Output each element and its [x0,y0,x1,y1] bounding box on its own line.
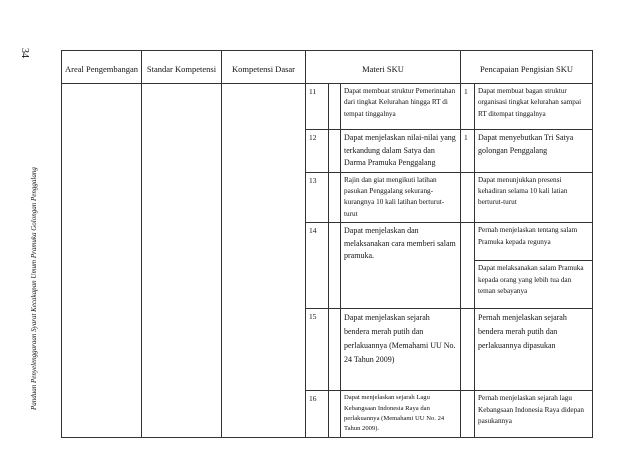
materi-cell: Dapat menjelaskan nilai-nilai yang terkandung dalam Satya dan Darma Pramuka Penggalang [341,130,461,173]
materi-cell: Dapat menjelaskan dan melaksanakan cara memberi salam pramuka. [341,223,461,309]
materi-cell: Dapat menjelaskan sejarah Lagu Kebangsaan Indonesia Raya dan perlakuannya (Memahami UU No. 24 Tahun 2009). [341,391,461,438]
header-areal: Areal Pengembangan [62,51,142,84]
spacer-cell [329,130,341,173]
spacer-cell [329,391,341,438]
materi-cell: Dapat menjelaskan sejarah bendera merah putih dan perlakuannya (Memahami UU No. 24 Tahun 2009) [341,309,461,391]
pencapaian-cell: Dapat membuat bagan struktur organisasi tingkat kelurahan sampai RT ditempat tinggalnya [475,84,593,130]
materi-cell: Dapat membuat struktur Pemerintahan dari tingkat Kelurahan hingga RT di tempat tinggalnya [341,84,461,130]
table-row [62,84,593,130]
materi-cell: Rajin dan giat mengikuti latihan pasukan Penggalang sekurang-kurangnya 10 kali latihan berturut-turut [341,172,461,223]
pencapaian-number: 1 [461,84,475,130]
pencapaian-number [461,172,475,223]
spacer-cell [329,223,341,309]
header-materi: Materi SKU [306,51,461,84]
row-number: 15 [306,309,329,391]
spacer-cell [329,172,341,223]
row-number: 16 [306,391,329,438]
pencapaian-cell: Pernah menjelaskan sejarah bendera merah putih dan perlakuannya dipasukan [475,309,593,391]
pencapaian-number: 1 [461,130,475,173]
spacer-cell [329,309,341,391]
header-kompetensi: Kompetensi Dasar [222,51,306,84]
sku-table [61,50,593,438]
pencapaian-cell: Dapat menunjukkan presensi kehadiran selama 10 kali latian berturut-turut [475,172,593,223]
pencapaian-cell: Pernah menjelaskan sejarah lagu Kebangsaan Indonesia Raya didepan pasukannya [475,391,593,438]
row-number: 13 [306,172,329,223]
pencapaian-cell: Dapat menyebutkan Tri Satya golongan Penggalang [475,130,593,173]
pencapaian-cell-secondary: Dapat melaksanakan salam Pramuka kepada orang yang lebih tua dan teman sebayanya [475,261,593,309]
header-standar: Standar Kompetensi [142,51,222,84]
row-number: 14 [306,223,329,309]
header-row [62,51,593,84]
areal-cell [62,84,142,438]
header-pencapaian: Pencapaian Pengisian SKU [461,51,593,84]
standar-cell [142,84,222,438]
filler [306,437,593,438]
side-caption: Panduan Penyelenggaraan Syarat Kecakapan Umum Pramuka Golongan Penggalang [30,167,38,410]
row-number: 12 [306,130,329,173]
page-number: 34 [19,48,30,58]
pencapaian-number [461,309,475,391]
kompetensi-cell [222,84,306,438]
row-number: 11 [306,84,329,130]
pencapaian-number [461,223,475,309]
pencapaian-number [461,391,475,438]
spacer-cell [329,84,341,130]
pencapaian-cell: Pernah menjelaskan tentang salam Pramuka kepada regunya [475,223,593,261]
